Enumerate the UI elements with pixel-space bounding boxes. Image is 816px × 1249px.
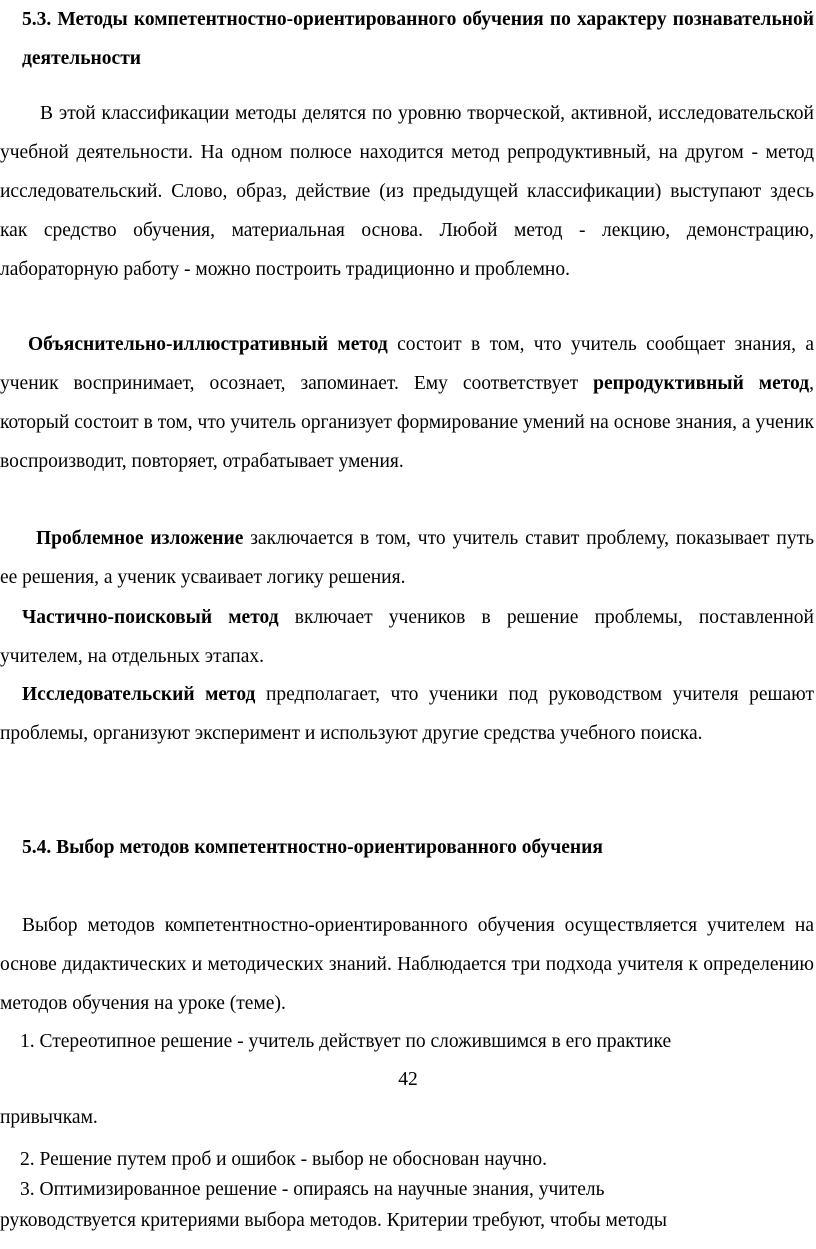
text-reproductive-method: , который состоит в том, что учитель организует формирование умений на основе знания, а ученик воспроизводит, повторяет, отрабатывает умения. — [0, 373, 814, 472]
list-item-1-end: привычкам. — [0, 1107, 98, 1128]
page-number: 42 — [398, 1069, 418, 1090]
paragraph-problem-presentation — [0, 519, 814, 597]
section-5-4-intro: Выбор методов компетентностно-ориентированного обучения осуществляется учителем на основе дидактических и методических знаний. Наблюдается три подхода учителя к определению методов обучения на уроке (теме). — [0, 915, 814, 1014]
text-problem-presentation: заключается в том, что учитель ставит проблему, показывает путь ее решения, а ученик усваивает логику решения. — [0, 528, 815, 588]
list-item-2: 2. Решение путем проб и ошибок - выбор не обоснован научно. — [20, 1149, 547, 1170]
section-heading-5-4: 5.4. Выбор методов компетентностно-ориентированного обучения — [22, 837, 603, 858]
list-item-3-end: руководствуется критериями выбора методов. Критерии требуют, чтобы методы — [0, 1210, 668, 1231]
list-item-1-start: 1. Стереотипное решение - учитель действует по сложившимся в его практике — [20, 1031, 672, 1052]
term-problem-presentation: Проблемное изложение — [36, 528, 244, 549]
paragraph-partial-search — [0, 598, 814, 676]
term-reproductive-method: репродуктивный метод — [593, 373, 810, 394]
paragraph-research-method — [0, 675, 814, 753]
paragraph-explanatory-method — [0, 325, 814, 481]
term-explanatory-method: Объяснительно-иллюстративный метод — [28, 334, 388, 355]
text-explanatory-method: состоит в том, что учитель сообщает знания, а ученик воспринимает, осознает, запоминает. Ему соответствует — [0, 334, 814, 394]
section-heading-5-3: 5.3. Методы компетентностно-ориентированного обучения по характеру познавательной деятельности — [22, 9, 814, 69]
text-partial-search: включает учеников в решение проблемы, поставленной учителем, на отдельных этапах. — [0, 607, 814, 667]
text-research-method: предполагает, что ученики под руководством учителя решают проблемы, организуют эксперимент и используют другие средства учебного поиска. — [0, 684, 814, 744]
section-5-3-intro: В этой классификации методы делятся по уровню творческой, активной, исследовательской учебной деятельности. На одном полюсе находится метод репродуктивный, на другом - метод исследовательский. Слово, образ, действие (из предыдущей классификации) выступают здесь как средство обучения, материальная основа. Любой метод - лекцию, демонстрацию, лабораторную работу - можно построить традиционно и проблемно. — [0, 103, 814, 280]
list-item-3-start: 3. Оптимизированное решение - опираясь на научные знания, учитель — [20, 1179, 605, 1200]
term-partial-search: Частично-поисковый метод — [22, 607, 279, 628]
term-research-method: Исследовательский метод — [22, 684, 256, 705]
